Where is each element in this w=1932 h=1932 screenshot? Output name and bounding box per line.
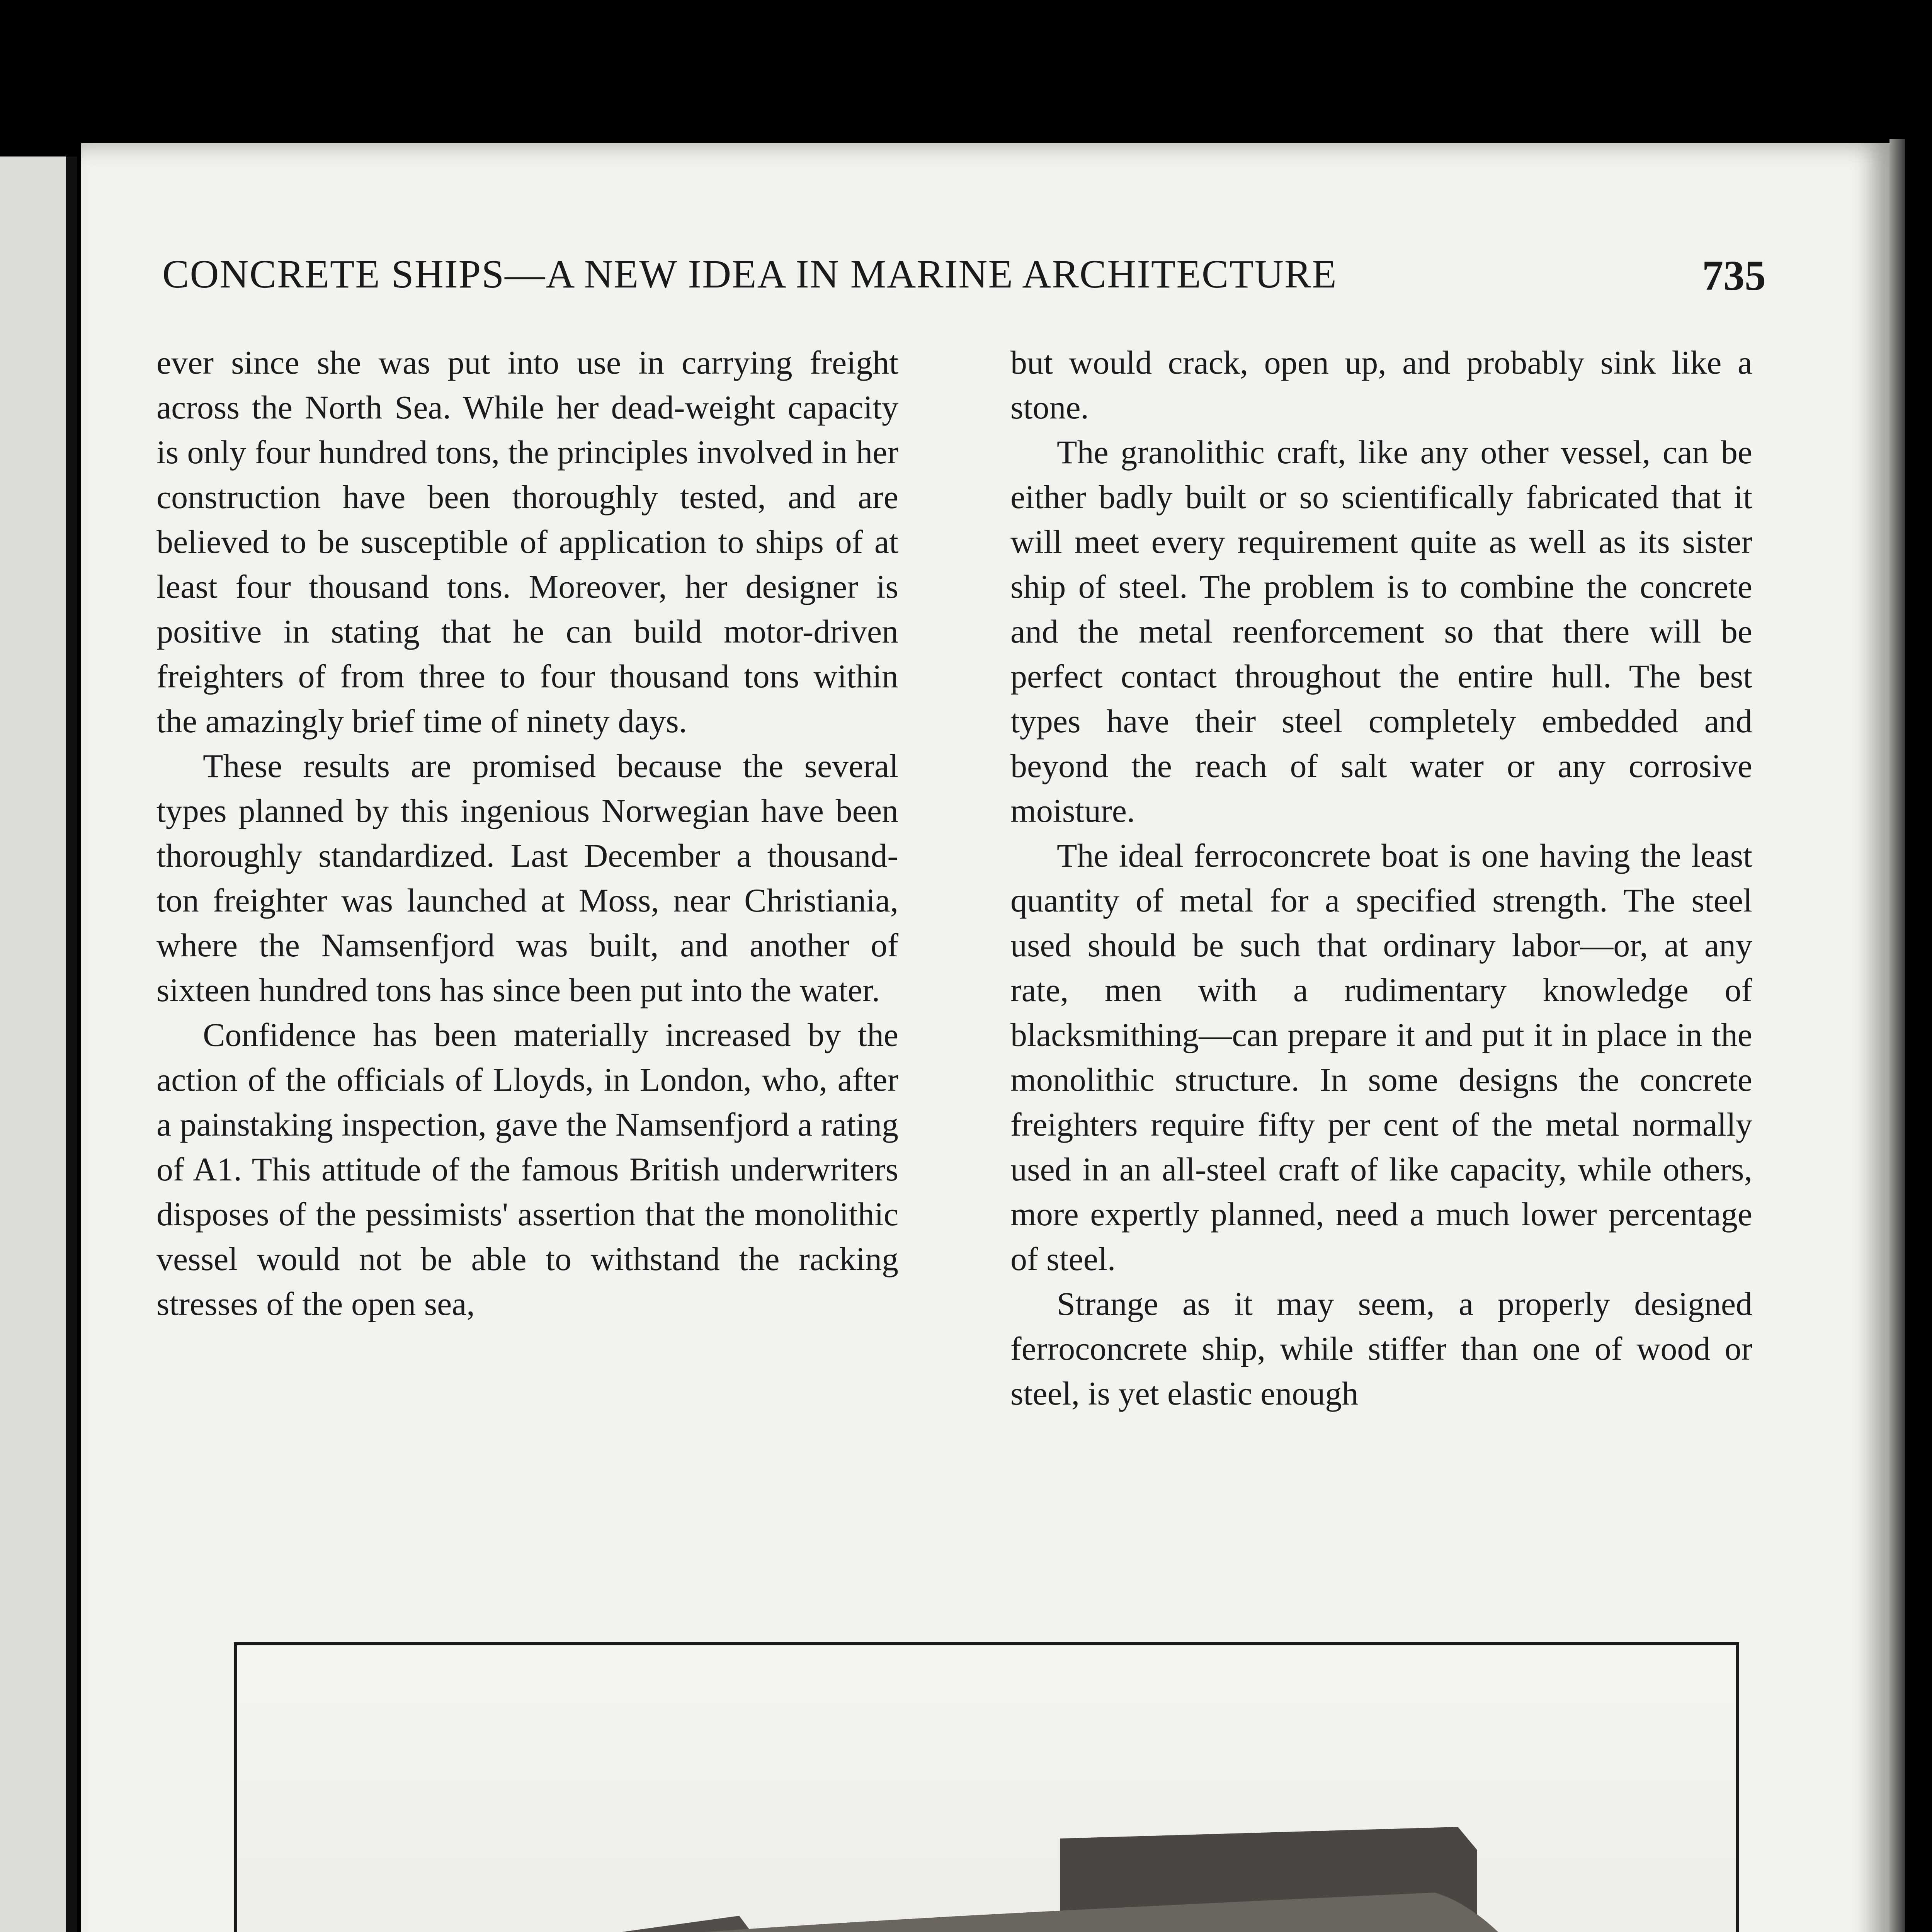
right-paragraph-2: The granolithic craft, like any other vessel, can be either badly built or so scientifically fabricated that it will meet every requirement quite as well as its sister ship of steel. The problem is to combine the concrete and the metal reenforcement so that there will be perfect contact throughout the entire hull. The best types have their steel completely embedded and beyond the reach of salt water or any corrosive moisture. bbox=[1010, 434, 1752, 829]
page-number: 735 bbox=[1702, 252, 1766, 299]
barge-illustration bbox=[237, 1645, 1736, 1932]
right-paragraph-1: but would crack, open up, and probably sink like a stone. bbox=[1010, 344, 1752, 426]
previous-page-edge bbox=[0, 156, 77, 1932]
barge-photograph bbox=[234, 1642, 1739, 1932]
left-column bbox=[156, 340, 898, 1326]
left-paragraph-3: Confidence has been materially increased by the action of the officials of Lloyds, in London, who, after a painstaking inspection, gave the Namsenfjord a rating of A1. This attitude of the famous British underwriters disposes of the pessimists' assertion that the monolithic vessel would not be able to withstand the racking stresses of the open sea, bbox=[156, 1016, 898, 1322]
running-title: CONCRETE SHIPS—A NEW IDEA IN MARINE ARCHITECTURE bbox=[162, 252, 1337, 296]
right-paragraph-4: Strange as it may seem, a properly designed ferroconcrete ship, while stiffer than one of wood or steel, is yet elastic enough bbox=[1010, 1285, 1752, 1412]
running-header bbox=[162, 251, 1766, 305]
right-paragraph-3: The ideal ferroconcrete boat is one having the least quantity of metal for a specified strength. The steel used should be such that ordinary labor—or, at any rate, men with a rudimentary knowledge of blacksmithing—can prepare it and put it in place in the monolithic structure. In some designs the concrete freighters require fifty per cent of the metal normally used in an all-steel craft of like capacity, while others, more expertly planned, need a much lower percentage of steel. bbox=[1010, 837, 1752, 1277]
left-paragraph-1: ever since she was put into use in carrying freight across the North Sea. While her dead-weight capacity is only four hundred tons, the principles involved in her construction have been thoroughly tested, and are believed to be susceptible of application to ships of at least four thousand tons. Moreover, her designer is positive in stating that he can build motor-driven freighters of from three to four thousand tons within the amazingly brief time of ninety days. bbox=[156, 344, 898, 740]
page-binding-edge bbox=[1889, 139, 1905, 1932]
right-column bbox=[1010, 340, 1752, 1416]
left-paragraph-2: These results are promised because the several types planned by this ingenious Norwegian have been thoroughly standardized. Last December a thousand-ton freighter was launched at Moss, near Christiania, where the Namsenfjord was built, and another of sixteen hundred tons has since been put into the water. bbox=[156, 747, 898, 1009]
